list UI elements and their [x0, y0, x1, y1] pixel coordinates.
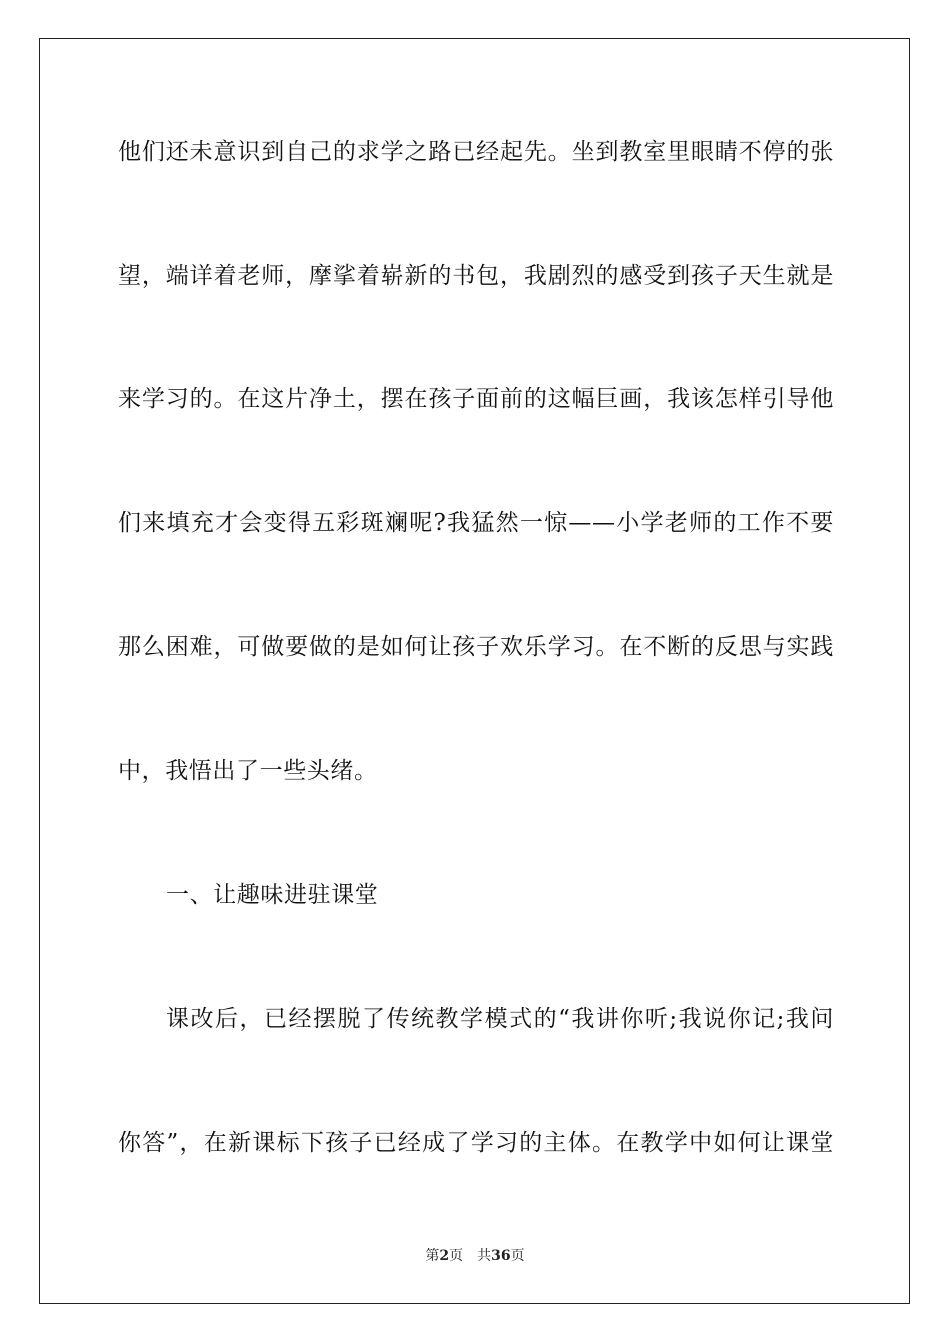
- total-prefix: 共: [477, 1248, 492, 1264]
- body-line-7: 课改后，已经摆脱了传统教学模式的“我讲你听;我说你记;我问: [166, 1006, 834, 1032]
- total-pages: 36: [491, 1248, 511, 1264]
- body-line-5: 那么困难，可做要做的是如何让孩子欢乐学习。在不断的反思与实践: [118, 634, 834, 660]
- section-heading: 一、让趣味进驻课堂: [166, 882, 379, 908]
- body-line-2: 望，端详着老师，摩挲着崭新的书包，我剧烈的感受到孩子天生就是: [118, 263, 834, 289]
- body-line-6: 中，我悟出了一些头绪。: [118, 758, 378, 784]
- body-line-8: 你答”，在新课标下孩子已经成了学习的主体。在教学中如何让课堂: [118, 1130, 834, 1156]
- page-number: 2: [439, 1248, 450, 1264]
- page-border: [39, 38, 910, 1304]
- page-prefix: 第: [425, 1248, 440, 1264]
- page-footer: [0, 1247, 950, 1265]
- page-suffix: 页: [449, 1248, 464, 1264]
- body-line-4: 们来填充才会变得五彩斑斓呢?我猛然一惊——小学老师的工作不要: [118, 510, 834, 536]
- body-line-3: 来学习的。在这片净土，摆在孩子面前的这幅巨画，我该怎样引导他: [118, 386, 834, 412]
- total-suffix: 页: [510, 1248, 525, 1264]
- body-line-1: 他们还未意识到自己的求学之路已经起先。坐到教室里眼睛不停的张: [118, 139, 834, 165]
